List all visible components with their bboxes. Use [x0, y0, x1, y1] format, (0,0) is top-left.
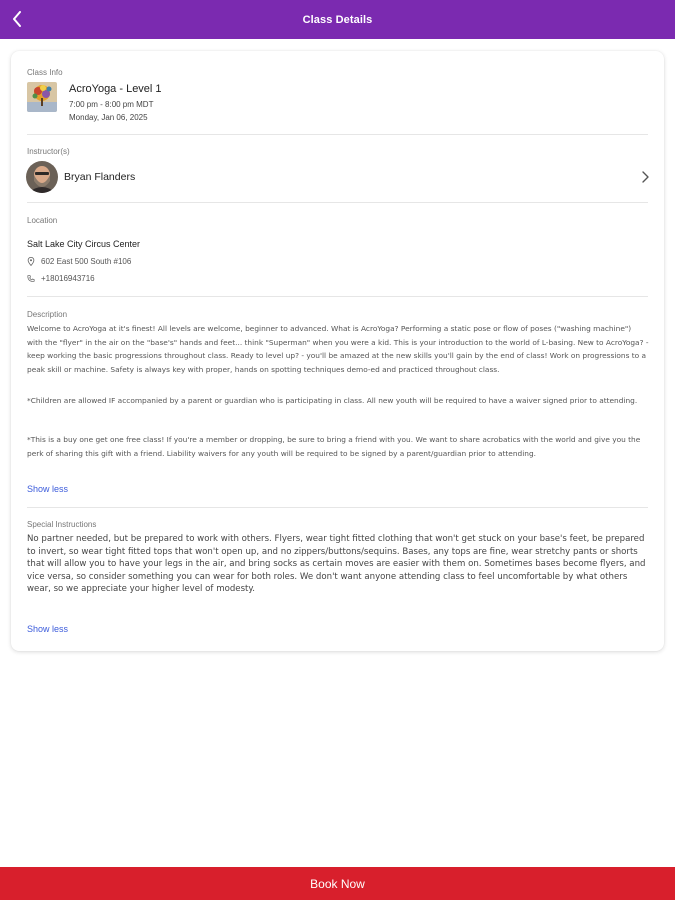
description-paragraph — [27, 322, 649, 376]
description-text: Welcome to AcroYoga at it's finest! All levels are welcome, beginner to advanced. What is AcroYoga? Performing a static pose or flow of poses ("washing machine") with the "flyer" in the air on the "base's" hands and feet... think "Superman" when you were a kid. This is your introduction to the world of L-basing. New to AcroYoga? - keep working the basic progressions throughout class. Ready to level up? - you'll be amazed at the new skills you'll gain by the end of class! Work on progressions to a peak skill or machine. Safety is always key with proper, hands on spotting techniques demo-ed and practiced throughout class. — [27, 324, 649, 374]
class-info-label: Class Info — [27, 68, 63, 77]
class-thumbnail — [27, 82, 57, 112]
class-time: 7:00 pm - 8:00 pm MDT — [69, 100, 154, 109]
location-address — [27, 257, 131, 266]
instructor-name: Bryan Flanders — [64, 171, 136, 183]
location-name: Salt Lake City Circus Center — [27, 239, 141, 249]
description-show-less-link[interactable]: Show less — [27, 484, 69, 494]
location-label: Location — [27, 216, 58, 225]
address-text: 602 East 500 South #106 — [41, 257, 132, 266]
location-phone[interactable] — [27, 274, 95, 283]
chevron-left-icon — [12, 11, 22, 27]
special-instructions-text: No partner needed, but be prepared to work with others. Flyers, wear tight fitted clothing that won't get stuck on your base's feet, be prepared to invert, so wear tight fitted tops that won't open up, and no zippers/buttons/sequins. Bases, any tops are fine, wear stretchy pants or shorts that will allow you to have your legs in the air, and bring socks as certain moves are easier with them on. Sometimes bases become flyers, and vice versa, so consider something you can wear for both roles. We don't want anyone attending class to feel uncomfortable by what others wear, so we appreciate your higher level of modesty. — [27, 534, 646, 595]
map-pin-icon — [27, 257, 35, 266]
class-details-card — [11, 51, 664, 651]
class-name: AcroYoga - Level 1 — [69, 83, 162, 95]
book-now-button[interactable]: Book Now — [0, 867, 675, 900]
description-paragraph — [27, 394, 649, 408]
instructors-label: Instructor(s) — [27, 147, 70, 156]
description-label: Description — [27, 310, 68, 319]
top-app-bar — [0, 0, 675, 39]
description-note-bogo: *This is a buy one get one free class! If you're a member or dropping, be sure to bring a friend with you. We want to share acrobatics with the world and give you the perk of sharing this gift with a friend. Liability waivers for any youth will be required to be signed by a parent/guardian prior to attending. — [27, 435, 641, 458]
special-show-less-link[interactable]: Show less — [27, 624, 69, 634]
phone-text: +18016943716 — [41, 274, 95, 283]
description-paragraph — [27, 433, 649, 460]
class-date: Monday, Jan 06, 2025 — [69, 113, 148, 122]
divider — [27, 202, 648, 203]
divider — [27, 296, 648, 297]
back-button[interactable] — [6, 6, 28, 32]
divider — [27, 134, 648, 135]
chevron-right-icon — [639, 170, 651, 184]
phone-icon — [27, 274, 35, 283]
special-instructions-label: Special Instructions — [27, 520, 97, 529]
divider — [27, 507, 648, 508]
avatar — [26, 161, 58, 193]
page-title: Class Details — [302, 13, 373, 26]
description-note-children: *Children are allowed IF accompanied by a parent or guardian who is participating in class. All new youth will be required to have a waiver signed prior to attending. — [27, 396, 638, 405]
